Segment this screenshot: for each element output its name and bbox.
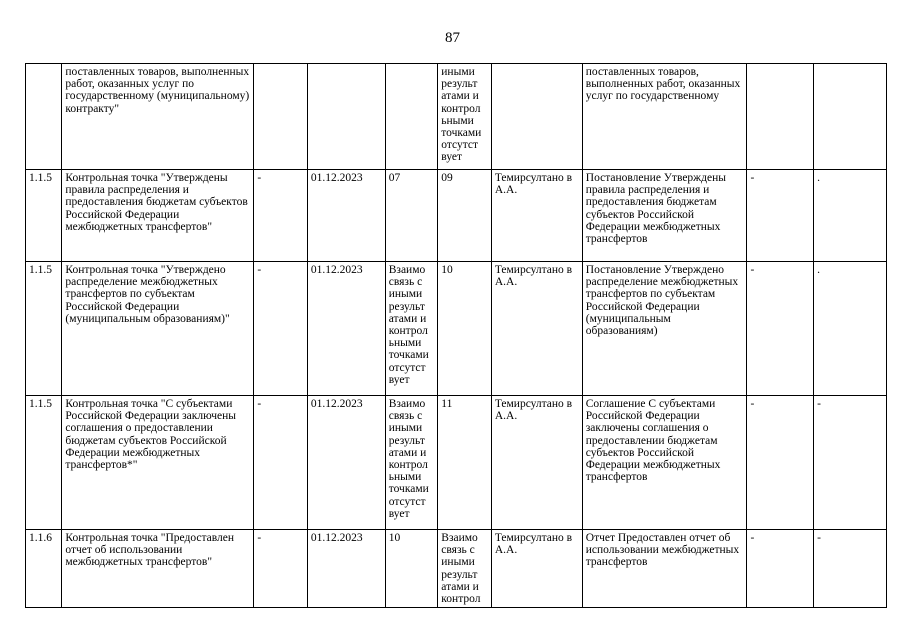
- table-row: [26, 170, 887, 262]
- document-type: Постановление Утверждено распределение межбюджетных трансфертов по субъектам Российской Федерации (муниципальным образованиям): [582, 262, 747, 396]
- successor: Взаимо связь с иными результ атами и контрол: [438, 530, 492, 608]
- document-type: Соглашение С субъектами Российской Федерации заключены соглашения о предоставлении бюджетам субъектов Российской Федерации межбюджетных трансфертов: [582, 396, 747, 530]
- table-row: [26, 64, 887, 170]
- responsible: Темирсултано в А.А.: [491, 396, 582, 530]
- predecessor: Взаимо связь с иными результ атами и контрол ьными точками отсутст вует: [385, 396, 438, 530]
- predecessor: [385, 64, 438, 170]
- start-date: -: [254, 170, 308, 262]
- table-row: [26, 262, 887, 396]
- column-10: .: [814, 262, 887, 396]
- responsible: [491, 64, 582, 170]
- successor: иными результ атами и контрол ьными точками отсутст вует: [438, 64, 492, 170]
- end-date: 01.12.2023: [307, 530, 385, 608]
- control-point-name: Контрольная точка "Утверждены правила распределения и предоставления бюджетам субъектов Российской Федерации межбюджетных трансфертов": [62, 170, 254, 262]
- predecessor: Взаимо связь с иными результ атами и контрол ьными точками отсутст вует: [385, 262, 438, 396]
- responsible: Темирсултано в А.А.: [491, 262, 582, 396]
- successor: 10: [438, 262, 492, 396]
- successor: 09: [438, 170, 492, 262]
- start-date: -: [254, 530, 308, 608]
- start-date: [254, 64, 308, 170]
- responsible: Темирсултано в А.А.: [491, 530, 582, 608]
- row-number: 1.1.6: [26, 530, 62, 608]
- row-number: 1.1.5: [26, 396, 62, 530]
- column-9: -: [747, 530, 814, 608]
- column-10: [814, 64, 887, 170]
- row-number: 1.1.5: [26, 170, 62, 262]
- document-type: поставленных товаров, выполненных работ, оказанных услуг по государственному: [582, 64, 747, 170]
- control-point-name: Контрольная точка "С субъектами Российской Федерации заключены соглашения о предоставлении бюджетам субъектов Российской Федерации межбюджетных трансфертов*": [62, 396, 254, 530]
- predecessor: 07: [385, 170, 438, 262]
- responsible: Темирсултано в А.А.: [491, 170, 582, 262]
- column-9: -: [747, 262, 814, 396]
- page-number: 87: [445, 30, 460, 46]
- control-point-name: поставленных товаров, выполненных работ, оказанных услуг по государственному (муниципальному) контракту": [62, 64, 254, 170]
- document-type: Постановление Утверждены правила распределения и предоставления бюджетам субъектов Российской Федерации межбюджетных трансфертов: [582, 170, 747, 262]
- end-date: 01.12.2023: [307, 262, 385, 396]
- start-date: -: [254, 396, 308, 530]
- column-9: -: [747, 170, 814, 262]
- table-row: [26, 530, 887, 608]
- end-date: 01.12.2023: [307, 170, 385, 262]
- column-10: .: [814, 170, 887, 262]
- table-row: [26, 396, 887, 530]
- column-9: -: [747, 396, 814, 530]
- row-number: [26, 64, 62, 170]
- control-point-name: Контрольная точка "Утверждено распределение межбюджетных трансфертов по субъектам Российской Федерации (муниципальным образованиям)": [62, 262, 254, 396]
- end-date: 01.12.2023: [307, 396, 385, 530]
- document-type: Отчет Предоставлен отчет об использовании межбюджетных трансфертов: [582, 530, 747, 608]
- column-10: -: [814, 530, 887, 608]
- column-9: [747, 64, 814, 170]
- control-point-name: Контрольная точка "Предоставлен отчет об использовании межбюджетных трансфертов": [62, 530, 254, 608]
- predecessor: 10: [385, 530, 438, 608]
- start-date: -: [254, 262, 308, 396]
- end-date: [307, 64, 385, 170]
- column-10: -: [814, 396, 887, 530]
- row-number: 1.1.5: [26, 262, 62, 396]
- control-points-table: [25, 63, 887, 608]
- successor: 11: [438, 396, 492, 530]
